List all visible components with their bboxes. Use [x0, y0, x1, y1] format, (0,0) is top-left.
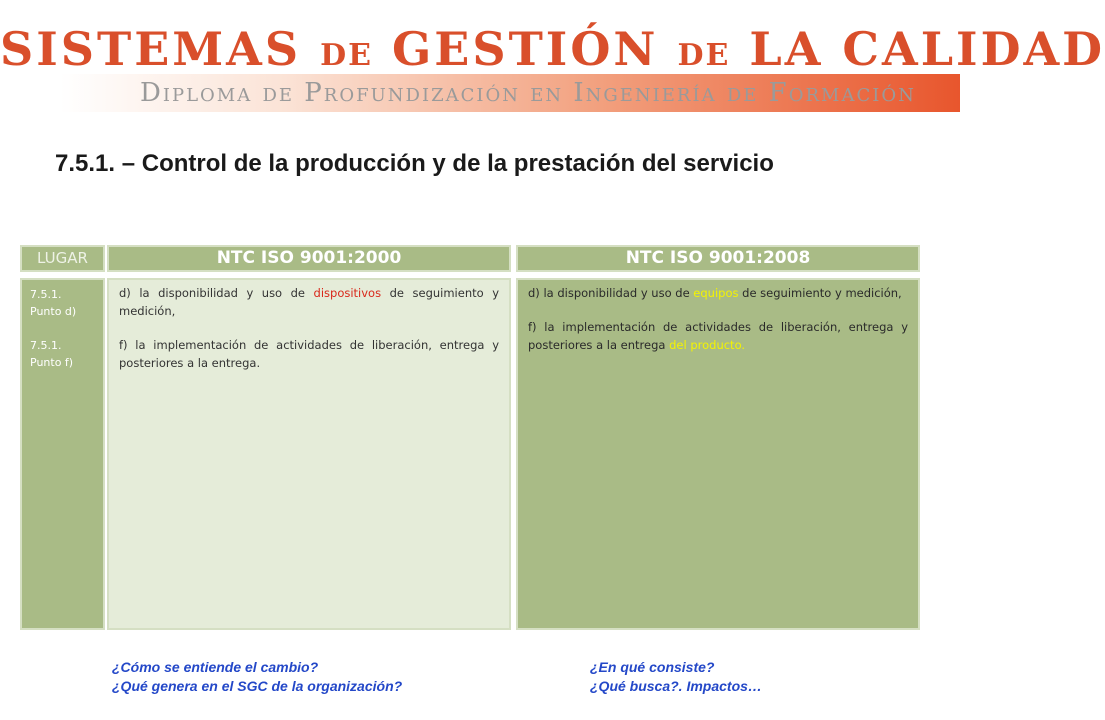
banner-title-word: SISTEMAS: [0, 22, 302, 76]
ntc2008-item-f: [528, 318, 908, 354]
banner-title-word: LA CALIDAD: [749, 22, 1105, 76]
ntc2008-d-text: de seguimiento y medición,: [738, 286, 902, 300]
ntc2008-d-highlight: equipos: [693, 286, 739, 300]
footer-question: ¿Qué genera en el SGC de la organización?: [112, 678, 403, 694]
page-title: 7.5.1. – Control de la producción y de la prestación del servicio: [55, 150, 774, 177]
lugar-item: 7.5.1.: [30, 339, 62, 352]
ntc2008-item-d: [528, 284, 908, 302]
ntc2008-d-text: d) la disponibilidad y uso de: [528, 286, 694, 300]
column-header-lugar: LUGAR: [22, 247, 103, 270]
lugar-panel: [20, 278, 105, 630]
ntc2008-f-highlight: del producto.: [669, 338, 746, 352]
column-header-ntc2000: NTC ISO 9001:2000: [109, 247, 509, 270]
ntc2008-panel: [516, 278, 920, 630]
ntc2000-item-f: f) la implementación de actividades de liberación, entrega y posteriores a la entrega.: [119, 338, 499, 370]
banner-subtitle: Diploma de Profundización en Ingeniería de Formación: [140, 78, 916, 108]
lugar-item: Punto f): [30, 356, 74, 369]
ntc2000-d-text: d) la disponibilidad y uso de: [119, 286, 314, 300]
footer-question: ¿Qué busca?. Impactos…: [590, 678, 762, 694]
footer-questions-left: [112, 658, 402, 696]
lugar-item: Punto d): [30, 305, 77, 318]
banner-title-word: GESTIÓN: [392, 22, 659, 76]
banner-title-word: DE: [320, 38, 373, 73]
lugar-item: 7.5.1.: [30, 288, 62, 301]
ntc2000-d-highlight: dispositivos: [313, 286, 382, 300]
footer-question: ¿En qué consiste?: [590, 659, 715, 675]
footer-question: ¿Cómo se entiende el cambio?: [112, 659, 319, 675]
banner-title: [0, 22, 1105, 76]
footer-questions-right: [590, 658, 762, 696]
ntc2000-d-text: de seguimiento y medición,: [119, 286, 499, 318]
ntc2000-item-d: [119, 284, 499, 320]
ntc2000-panel: [107, 278, 511, 630]
banner-title-word: DE: [677, 38, 731, 73]
column-header-ntc2008: NTC ISO 9001:2008: [518, 247, 918, 270]
ntc2008-f-text: f) la implementación de actividades de liberación, entrega y posteriores a la entrega: [528, 320, 908, 352]
